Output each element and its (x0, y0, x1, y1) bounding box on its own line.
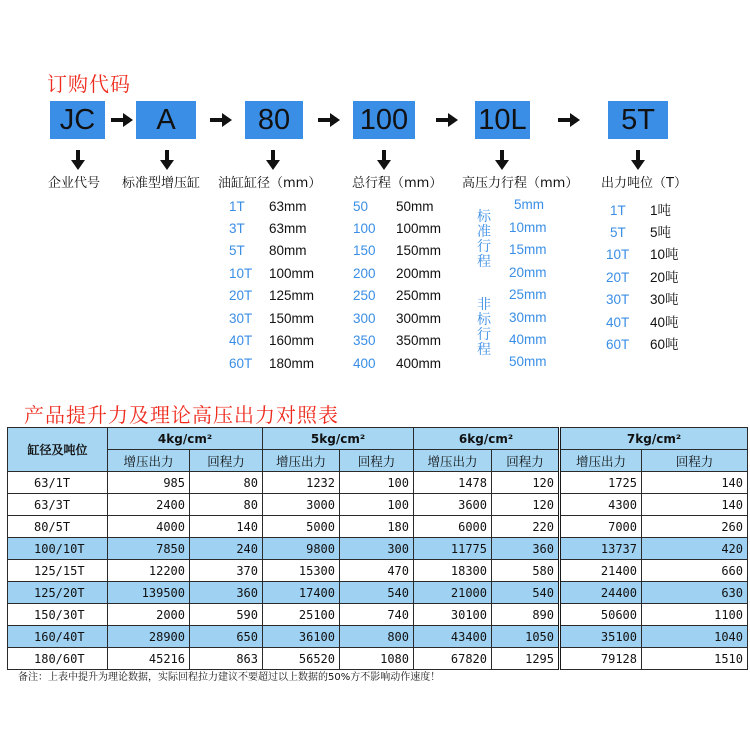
return-force-cell: 1040 (642, 626, 748, 648)
code-type: A (136, 101, 196, 139)
row-label: 63/1T (8, 472, 108, 494)
return-force-cell: 470 (340, 560, 414, 582)
order-code-title: 订购代码 (47, 72, 131, 96)
boost-force-cell: 43400 (414, 626, 492, 648)
table-row (8, 604, 748, 626)
tonnage-option: 30T 30吨 (606, 292, 679, 307)
label-type: 标准型增压缸 (122, 176, 201, 191)
tonnage-option: 5T 5吨 (610, 225, 672, 240)
tonnage-option: 60T 60吨 (606, 337, 679, 352)
boost-force-cell: 30100 (414, 604, 492, 626)
down-arrow-icon (630, 150, 646, 170)
return-force-cell: 140 (642, 472, 748, 494)
boost-force-cell: 36100 (263, 626, 340, 648)
return-force-cell: 540 (492, 582, 560, 604)
boost-force-cell: 24400 (560, 582, 642, 604)
boost-force-cell: 1478 (414, 472, 492, 494)
return-force-cell: 360 (190, 582, 263, 604)
code-stroke: 100 (353, 101, 415, 139)
bore-option: 40T 160mm (229, 333, 315, 348)
bore-option: 3T 63mm (229, 221, 307, 236)
standard-stroke-label: 标 准 行 程 (477, 209, 491, 270)
bore-option: 5T 80mm (229, 243, 307, 258)
stroke-option: 300 300mm (353, 311, 442, 326)
return-force-cell: 1080 (340, 648, 414, 670)
boost-force-cell: 56520 (263, 648, 340, 670)
right-arrow-icon (318, 112, 340, 128)
boost-force-cell: 35100 (560, 626, 642, 648)
corner-header: 缸径及吨位 (8, 428, 108, 472)
boost-force-cell: 3600 (414, 494, 492, 516)
bore-option: 20T 125mm (229, 288, 315, 303)
hp-stroke-value: 20mm (509, 265, 547, 280)
hp-stroke-value: 15mm (509, 242, 547, 257)
return-force-cell: 240 (190, 538, 263, 560)
stroke-option: 250 250mm (353, 288, 442, 303)
bore-option: 1T 63mm (229, 199, 307, 214)
boost-force-cell: 2400 (108, 494, 190, 516)
boost-force-cell: 21400 (560, 560, 642, 582)
return-force-cell: 740 (340, 604, 414, 626)
table-row (8, 494, 748, 516)
boost-force-cell: 3000 (263, 494, 340, 516)
boost-force-cell: 9800 (263, 538, 340, 560)
boost-force-cell: 985 (108, 472, 190, 494)
return-force-cell: 863 (190, 648, 263, 670)
boost-force-cell: 139500 (108, 582, 190, 604)
bore-option: 60T 180mm (229, 356, 315, 371)
right-arrow-icon (210, 112, 232, 128)
stroke-option: 150 150mm (353, 243, 442, 258)
boost-force-cell: 7850 (108, 538, 190, 560)
label-hp-stroke: 高压力行程（mm） (462, 176, 579, 191)
return-force-cell: 120 (492, 472, 560, 494)
boost-force-header: 增压出力 (263, 450, 340, 472)
code-company: JC (50, 101, 105, 139)
boost-force-cell: 4000 (108, 516, 190, 538)
bore-option: 10T 100mm (229, 266, 315, 281)
down-arrow-icon (265, 150, 281, 170)
table-row (8, 626, 748, 648)
return-force-cell: 540 (340, 582, 414, 604)
return-force-cell: 120 (492, 494, 560, 516)
return-force-cell: 420 (642, 538, 748, 560)
boost-force-cell: 28900 (108, 626, 190, 648)
right-arrow-icon (436, 112, 458, 128)
stroke-option: 400 400mm (353, 356, 442, 371)
down-arrow-icon (376, 150, 392, 170)
down-arrow-icon (494, 150, 510, 170)
return-force-header: 回程力 (190, 450, 263, 472)
table-row (8, 560, 748, 582)
row-label: 80/5T (8, 516, 108, 538)
tonnage-option: 20T 20吨 (606, 270, 679, 285)
table-row (8, 538, 748, 560)
row-label: 63/3T (8, 494, 108, 516)
boost-force-cell: 6000 (414, 516, 492, 538)
code-hp-stroke: 10L (475, 101, 530, 139)
boost-force-cell: 25100 (263, 604, 340, 626)
boost-force-cell: 5000 (263, 516, 340, 538)
row-label: 180/60T (8, 648, 108, 670)
return-force-cell: 660 (642, 560, 748, 582)
return-force-cell: 1050 (492, 626, 560, 648)
return-force-cell: 370 (190, 560, 263, 582)
row-label: 150/30T (8, 604, 108, 626)
stroke-option: 350 350mm (353, 333, 442, 348)
return-force-cell: 360 (492, 538, 560, 560)
table-row (8, 582, 748, 604)
tonnage-option: 40T 40吨 (606, 315, 679, 330)
boost-force-cell: 2000 (108, 604, 190, 626)
boost-force-cell: 1725 (560, 472, 642, 494)
return-force-cell: 650 (190, 626, 263, 648)
boost-force-cell: 15300 (263, 560, 340, 582)
code-tonnage: 5T (608, 101, 668, 139)
stroke-option: 100 100mm (353, 221, 442, 236)
return-force-header: 回程力 (642, 450, 748, 472)
return-force-cell: 260 (642, 516, 748, 538)
return-force-cell: 890 (492, 604, 560, 626)
hp-stroke-value: 30mm (509, 310, 547, 325)
return-force-cell: 1295 (492, 648, 560, 670)
boost-force-cell: 18300 (414, 560, 492, 582)
boost-force-cell: 11775 (414, 538, 492, 560)
tonnage-option: 10T 10吨 (606, 247, 679, 262)
hp-stroke-value: 25mm (509, 287, 547, 302)
nonstandard-stroke-label: 非 标 行 程 (477, 297, 491, 358)
row-label: 125/20T (8, 582, 108, 604)
boost-force-cell: 13737 (560, 538, 642, 560)
label-stroke: 总行程（mm） (352, 176, 443, 191)
hp-stroke-value: 10mm (509, 220, 547, 235)
return-force-cell: 80 (190, 494, 263, 516)
boost-force-cell: 12200 (108, 560, 190, 582)
boost-force-cell: 4300 (560, 494, 642, 516)
return-force-cell: 630 (642, 582, 748, 604)
boost-force-header: 增压出力 (414, 450, 492, 472)
boost-force-cell: 67820 (414, 648, 492, 670)
row-label: 160/40T (8, 626, 108, 648)
pressure-header: 4kg/cm² (108, 428, 263, 450)
boost-force-header: 增压出力 (560, 450, 642, 472)
return-force-cell: 800 (340, 626, 414, 648)
return-force-cell: 80 (190, 472, 263, 494)
return-force-header: 回程力 (340, 450, 414, 472)
right-arrow-icon (558, 112, 580, 128)
footnote: 备注：上表中提升为理论数据，实际回程拉力建议不要超过以上数据的50%方不影响动作速度！ (18, 672, 441, 683)
pressure-header: 5kg/cm² (263, 428, 414, 450)
table-row (8, 648, 748, 670)
boost-force-cell: 45216 (108, 648, 190, 670)
row-label: 125/15T (8, 560, 108, 582)
return-force-cell: 220 (492, 516, 560, 538)
boost-force-header: 增压出力 (108, 450, 190, 472)
return-force-cell: 580 (492, 560, 560, 582)
table-row (8, 472, 748, 494)
label-tonnage: 出力吨位（T） (601, 176, 687, 191)
boost-force-cell: 21000 (414, 582, 492, 604)
pressure-header: 7kg/cm² (560, 428, 748, 450)
return-force-cell: 100 (340, 494, 414, 516)
row-label: 100/10T (8, 538, 108, 560)
pressure-header: 6kg/cm² (414, 428, 560, 450)
return-force-cell: 180 (340, 516, 414, 538)
hp-stroke-value: 50mm (509, 354, 547, 369)
return-force-cell: 140 (190, 516, 263, 538)
return-force-cell: 590 (190, 604, 263, 626)
tonnage-option: 1T 1吨 (610, 203, 672, 218)
return-force-cell: 140 (642, 494, 748, 516)
down-arrow-icon (70, 150, 86, 170)
boost-force-cell: 17400 (263, 582, 340, 604)
return-force-cell: 1100 (642, 604, 748, 626)
label-company: 企业代号 (48, 176, 101, 191)
stroke-option: 200 200mm (353, 266, 442, 281)
stroke-option: 50 50mm (353, 199, 434, 214)
label-bore: 油缸缸径（mm） (218, 176, 322, 191)
return-force-cell: 100 (340, 472, 414, 494)
hp-stroke-value: 40mm (509, 332, 547, 347)
code-bore: 80 (245, 101, 303, 139)
down-arrow-icon (159, 150, 175, 170)
hp-stroke-value: 5mm (514, 197, 544, 212)
boost-force-cell: 50600 (560, 604, 642, 626)
return-force-cell: 300 (340, 538, 414, 560)
boost-force-cell: 7000 (560, 516, 642, 538)
return-force-cell: 1510 (642, 648, 748, 670)
boost-force-cell: 1232 (263, 472, 340, 494)
return-force-header: 回程力 (492, 450, 560, 472)
bore-option: 30T 150mm (229, 311, 315, 326)
comparison-table-title: 产品提升力及理论高压出力对照表 (24, 403, 339, 427)
right-arrow-icon (111, 112, 133, 128)
boost-force-cell: 79128 (560, 648, 642, 670)
comparison-table (7, 427, 748, 670)
table-row (8, 516, 748, 538)
